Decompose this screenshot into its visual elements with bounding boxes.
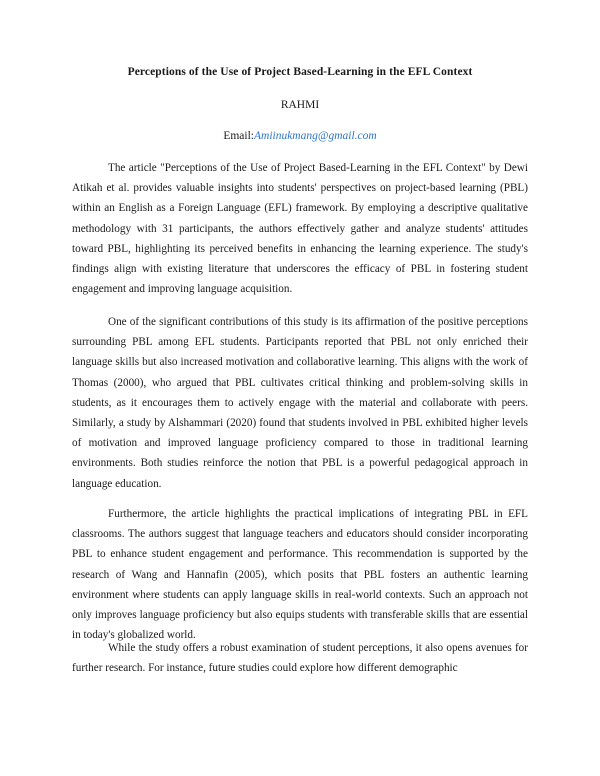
paragraph-2: One of the significant contributions of this study is its affirmation of the positive perceptions surrounding PBL among EFL students. Participants reported that PBL not only enriched their language skills but also increased motivation and collaborative learning. This aligns with the work of Thomas (2000), who argued that PBL cultivates critical thinking and problem-solving skills in students, as it encourages them to actively engage with the material and collaborate with peers. Similarly, a study by Alshammari (2020) found that students involved in PBL exhibited higher levels of motivation and improved language proficiency compared to those in traditional learning environments. Both studies reinforce the notion that PBL is a powerful pedagogical approach in language education.: [72, 316, 528, 490]
paragraph-3: Furthermore, the article highlights the practical implications of integrating PBL in EFL classrooms. The authors suggest that language teachers and educators should consider incorporating PBL to enhance student engagement and performance. This recommendation is supported by the research of Wang and Hannafin (2005), which posits that PBL fosters an authentic learning environment where students can apply language skills in real-world contexts. Such an approach not only improves language proficiency but also equips students with transferable skills that are essential in today's globalized world.: [72, 508, 528, 642]
email-link[interactable]: Amiinukmang@gmail.com: [253, 130, 377, 142]
email-label: Email:: [223, 130, 254, 142]
author-name: RAHMI: [280, 99, 320, 111]
document-title: Perceptions of the Use of Project Based-Learning in the EFL Context: [127, 66, 473, 78]
paragraph-4: While the study offers a robust examination of student perceptions, it also opens avenues for further research. For instance, future studies could explore how different demographic: [72, 642, 528, 675]
paragraph-1: The article "Perceptions of the Use of Project Based-Learning in the EFL Context" by Dewi Atikah et al. provides valuable insights into students' perspectives on project-based learning (PBL) within an English as a Foreign Language (EFL) framework. By employing a descriptive qualitative methodology with 31 participants, the authors effectively gather and analyze students' attitudes toward PBL, highlighting its perceived benefits in enhancing the learning experience. The study's findings align with existing literature that underscores the efficacy of PBL in fostering student engagement and improving language acquisition.: [72, 162, 528, 296]
email-line: [0, 130, 600, 142]
